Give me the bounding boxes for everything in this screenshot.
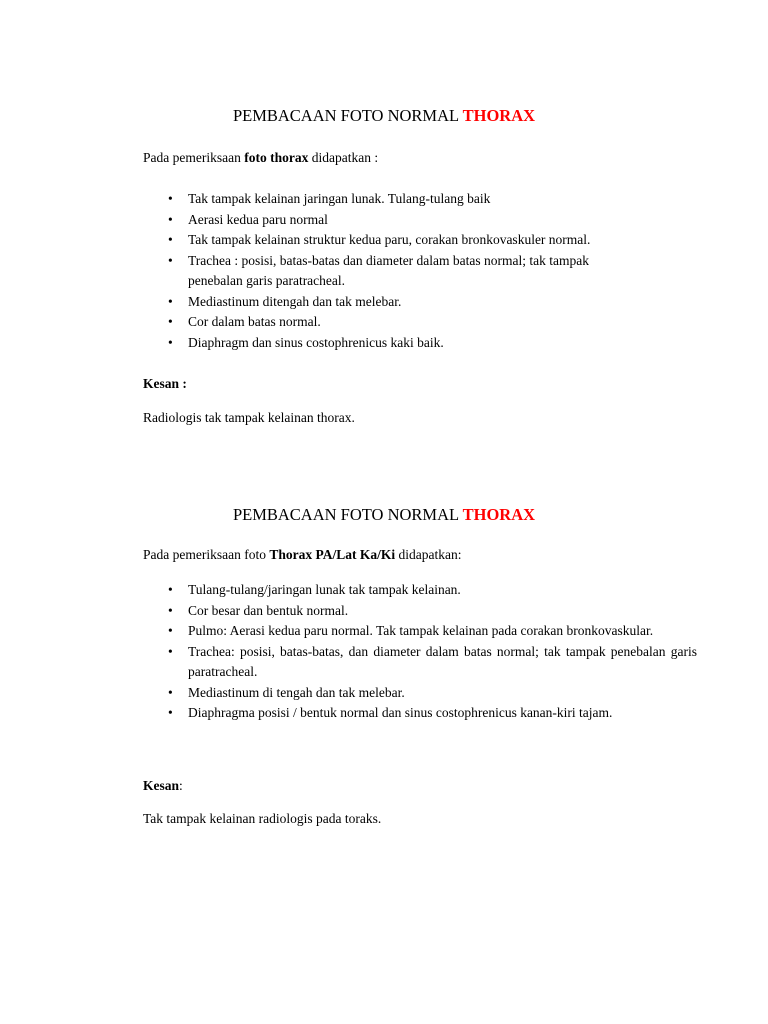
section1-findings-list — [143, 189, 697, 353]
list-item: • Cor dalam batas normal. — [143, 312, 697, 333]
section2-intro-after: didapatkan: — [395, 547, 462, 562]
section2-title-accent: THORAX — [462, 505, 536, 524]
section2-title-text: PEMBACAAN FOTO NORMAL — [232, 505, 463, 524]
section2-kesan-label: Kesan — [143, 778, 180, 793]
section1-title-accent: THORAX — [462, 106, 536, 125]
list-item: • Pulmo: Aerasi kedua paru normal. Tak tampak kelainan pada corakan bronkovaskular. — [143, 621, 697, 642]
section1-kesan-text: Radiologis tak tampak kelainan thorax. — [143, 410, 355, 425]
list-item: • Trachea : posisi, batas-batas dan diameter dalam batas normal; tak tampak penebalan garis paratracheal. — [143, 251, 697, 292]
section2-intro-before: Pada pemeriksaan foto — [143, 547, 270, 562]
section2-title — [0, 505, 768, 525]
section1-kesan-label: Kesan : — [143, 376, 187, 391]
list-item: • Diaphragma posisi / bentuk normal dan sinus costophrenicus kanan-kiri tajam. — [143, 703, 697, 724]
section2-intro — [143, 547, 461, 563]
section2-kesan — [143, 778, 183, 794]
list-item: • Tak tampak kelainan jaringan lunak. Tulang-tulang baik — [143, 189, 697, 210]
section1-intro — [143, 150, 378, 166]
list-item: • Tak tampak kelainan struktur kedua paru, corakan bronkovaskuler normal. — [143, 230, 697, 251]
list-item: • Tulang-tulang/jaringan lunak tak tampak kelainan. — [143, 580, 697, 601]
list-item: • Cor besar dan bentuk normal. — [143, 601, 697, 622]
section1-intro-bold: foto thorax — [244, 150, 309, 165]
list-item: • Mediastinum di tengah dan tak melebar. — [143, 683, 697, 704]
section1-title-text: PEMBACAAN FOTO NORMAL — [232, 106, 463, 125]
section1-intro-after: didapatkan : — [308, 150, 379, 165]
list-item: • Mediastinum ditengah dan tak melebar. — [143, 292, 697, 313]
section1-intro-before: Pada pemeriksaan — [143, 150, 245, 165]
section2-intro-bold: Thorax PA/Lat Ka/Ki — [269, 547, 396, 562]
list-item: • Diaphragm dan sinus costophrenicus kaki baik. — [143, 333, 697, 354]
section1-title — [0, 106, 768, 126]
section2-kesan-colon: : — [179, 778, 183, 793]
list-item: • Aerasi kedua paru normal — [143, 210, 697, 231]
list-item: • Trachea: posisi, batas-batas, dan diameter dalam batas normal; tak tampak penebalan garis paratracheal. — [143, 642, 697, 683]
section2-findings-list — [143, 580, 697, 724]
section2-kesan-text: Tak tampak kelainan radiologis pada toraks. — [143, 811, 382, 826]
